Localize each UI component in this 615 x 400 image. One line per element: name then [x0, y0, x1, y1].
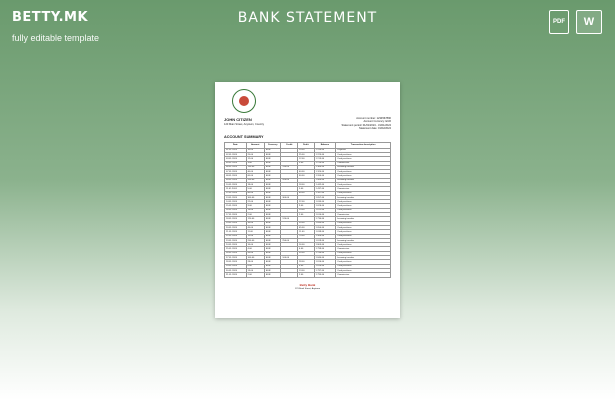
table-header-cell: Currency	[264, 142, 281, 148]
table-cell: 27.01.2024	[225, 256, 247, 260]
table-cell: EUR	[264, 221, 281, 225]
table-cell: 6.00	[298, 264, 315, 268]
table-cell: Card purchase	[336, 221, 391, 225]
table-cell: 30.01.2024	[225, 268, 247, 272]
table-cell: 12.00	[298, 157, 315, 161]
table-cell: 1 610.00	[314, 213, 336, 217]
table-row	[225, 273, 391, 277]
table-cell: 1 320.00	[314, 170, 336, 174]
table-cell: 24.01.2024	[225, 243, 247, 247]
table-cell: 2.00	[298, 213, 315, 217]
table-cell: 05.01.2024	[225, 161, 247, 165]
table-cell: EUR	[264, 264, 281, 268]
table-cell: 14.00	[246, 208, 264, 212]
table-cell: Card purchase	[336, 174, 391, 178]
table-cell: 2.00	[246, 273, 264, 277]
table-cell: EUR	[264, 217, 281, 221]
table-cell: 25.01.2024	[225, 247, 247, 251]
table-cell: 250.00	[246, 238, 264, 242]
table-cell: 5.00	[298, 187, 315, 191]
table-cell: 16.01.2024	[225, 208, 247, 212]
table-cell: 120.00	[246, 217, 264, 221]
table-cell: 14.00	[298, 208, 315, 212]
table-cell: 1 612.00	[314, 208, 336, 212]
table-cell: Incoming transfer	[336, 195, 391, 199]
table-cell: 150.00	[281, 165, 298, 169]
table-cell: EUR	[264, 208, 281, 212]
table-cell: Card purchase	[336, 191, 391, 195]
table-header-cell: Amount	[246, 142, 264, 148]
table-cell: 1 795.00	[314, 273, 336, 277]
table-cell: 1 213.00	[314, 157, 336, 161]
bank-seal-icon	[232, 89, 256, 113]
table-cell: EUR	[264, 165, 281, 169]
table-cell: 31.01.2024	[225, 273, 247, 277]
table-cell: EUR	[264, 191, 281, 195]
table-cell: 13.00	[298, 268, 315, 272]
table-cell: 21.01.2024	[225, 230, 247, 234]
table-cell: 1 460.00	[314, 178, 336, 182]
summary-title: ACCOUNT SUMMARY	[224, 134, 264, 139]
transactions-table	[224, 142, 391, 278]
table-cell: EUR	[264, 148, 281, 152]
table-cell: Commission	[336, 213, 391, 217]
table-cell: Card purchase	[336, 157, 391, 161]
table-cell: 18.00	[246, 183, 264, 187]
meta-line: Account number: 1234567890	[356, 117, 391, 120]
table-cell: EUR	[264, 234, 281, 238]
table-cell: Card purchase	[336, 251, 391, 255]
table-cell: EUR	[264, 200, 281, 204]
meta-line: Statement period: 01/01/2024 - 31/01/2024	[341, 123, 391, 127]
table-cell: 22.00	[246, 200, 264, 204]
table-cell: 1 650.00	[314, 225, 336, 229]
table-cell: Card purchase	[336, 225, 391, 229]
table-cell: 1 569.00	[314, 234, 336, 238]
table-cell: EUR	[264, 174, 281, 178]
table-cell: Card purchase	[336, 208, 391, 212]
table-cell: 5.00	[246, 187, 264, 191]
table-cell: 08.01.2024	[225, 174, 247, 178]
table-cell: EUR	[264, 273, 281, 277]
table-cell: 11.01.2024	[225, 187, 247, 191]
table-cell: 4.00	[298, 247, 315, 251]
table-cell: 1 437.00	[314, 187, 336, 191]
table-cell: 25.00	[246, 152, 264, 156]
table-cell: 09.01.2024	[225, 178, 247, 182]
table-cell: 22.00	[298, 200, 315, 204]
table-cell: 70.00	[246, 234, 264, 238]
table-cell: Commission	[336, 273, 391, 277]
table-cell: 23.01.2024	[225, 238, 247, 242]
table-cell: EUR	[264, 213, 281, 217]
table-cell: Card purchase	[336, 152, 391, 156]
table-cell: EUR	[264, 195, 281, 199]
table-cell: 9.00	[246, 204, 264, 208]
table-cell: EUR	[264, 230, 281, 234]
table-cell: 2.00	[298, 273, 315, 277]
table-cell: Card purchase	[336, 200, 391, 204]
table-cell: EUR	[264, 152, 281, 156]
table-cell: Card purchase	[336, 268, 391, 272]
table-cell: 1 225.00	[314, 152, 336, 156]
statement-footer	[224, 283, 391, 290]
table-cell: 26.01.2024	[225, 251, 247, 255]
table-cell: 01.01.2024	[225, 148, 247, 152]
customer-address: 123 Main Street, Anytown, Country	[224, 123, 265, 126]
table-cell: 1 260.00	[314, 174, 336, 178]
table-cell: 10.00	[298, 148, 315, 152]
table-cell: EUR	[264, 183, 281, 187]
customer-name: JOHN CITIZEN	[224, 117, 252, 122]
table-cell: 80.00	[246, 191, 264, 195]
table-cell: 28.01.2024	[225, 260, 247, 264]
table-cell: 35.00	[246, 221, 264, 225]
table-cell: 13.01.2024	[225, 195, 247, 199]
table-cell: 45.00	[246, 225, 264, 229]
table-cell: 29.01.2024	[225, 264, 247, 268]
table-cell: 100.00	[281, 256, 298, 260]
table-cell: EUR	[264, 178, 281, 182]
table-cell: Incoming transfer	[336, 165, 391, 169]
table-cell: 13.00	[246, 268, 264, 272]
table-header-cell: Credit	[281, 142, 298, 148]
table-cell: 28.00	[246, 260, 264, 264]
table-cell: 10.00	[246, 148, 264, 152]
table-cell: Incoming transfer	[336, 256, 391, 260]
table-cell: 100.00	[246, 256, 264, 260]
table-cell: 6.00	[246, 264, 264, 268]
table-cell: 02.01.2024	[225, 152, 247, 156]
table-cell	[281, 273, 298, 277]
meta-line: Statement date: 01/02/2024	[358, 127, 391, 131]
table-cell: 12.01.2024	[225, 191, 247, 195]
table-cell: 9.00	[298, 204, 315, 208]
table-header-cell: Transaction description	[336, 142, 391, 148]
table-cell: 1 250.00	[314, 148, 336, 152]
table-cell: 1 730.00	[314, 217, 336, 221]
table-cell: 120.00	[281, 217, 298, 221]
table-cell: 1 210.00	[314, 161, 336, 165]
table-cell: 1 635.00	[314, 200, 336, 204]
word-file-icon[interactable]: W	[576, 10, 602, 34]
table-cell: EUR	[264, 268, 281, 272]
table-cell: Commission	[336, 161, 391, 165]
table-cell: 35.00	[298, 221, 315, 225]
table-header-cell: Debit	[298, 142, 315, 148]
table-cell: 55.00	[298, 251, 315, 255]
table-cell: Card purchase	[336, 230, 391, 234]
table-cell: EUR	[264, 243, 281, 247]
table-cell: Commission	[336, 247, 391, 251]
table-cell: 1 816.00	[314, 260, 336, 264]
table-cell: 1 357.00	[314, 191, 336, 195]
table-cell: 11.00	[246, 230, 264, 234]
table-cell: 19.01.2024	[225, 221, 247, 225]
table-cell: 03.01.2024	[225, 157, 247, 161]
table-cell: Card purchase	[336, 243, 391, 247]
table-cell: EUR	[264, 157, 281, 161]
table-cell: 2.00	[246, 213, 264, 217]
table-cell: 3.00	[246, 161, 264, 165]
table-cell: 70.00	[298, 234, 315, 238]
table-cell: 11.00	[298, 230, 315, 234]
table-header-cell: Balance	[314, 142, 336, 148]
table-cell: Incoming transfer	[336, 217, 391, 221]
table-cell: 300.00	[281, 195, 298, 199]
table-cell: EUR	[264, 260, 281, 264]
table-cell: 1 626.00	[314, 204, 336, 208]
table-cell: 4.00	[246, 247, 264, 251]
table-cell: 300.00	[246, 195, 264, 199]
table-cell: 16.00	[246, 243, 264, 247]
table-header-cell: Date	[225, 142, 247, 148]
table-cell: EUR	[264, 251, 281, 255]
table-cell: 1 803.00	[314, 243, 336, 247]
table-cell: 1 797.00	[314, 268, 336, 272]
table-cell: EUR	[264, 204, 281, 208]
table-cell: Card purchase	[336, 260, 391, 264]
table-cell: EUR	[264, 170, 281, 174]
table-cell: 17.01.2024	[225, 213, 247, 217]
customer-block	[224, 117, 264, 131]
table-cell: 07.01.2024	[225, 170, 247, 174]
table-cell: Card purchase	[336, 183, 391, 187]
table-cell: Payment	[336, 148, 391, 152]
table-cell: 18.00	[298, 183, 315, 187]
table-cell: 22.01.2024	[225, 234, 247, 238]
statement-meta	[342, 117, 391, 131]
table-cell: 1 744.00	[314, 251, 336, 255]
table-cell: 1 695.00	[314, 221, 336, 225]
table-cell: Commission	[336, 187, 391, 191]
pdf-file-icon[interactable]: PDF	[549, 10, 569, 34]
brand-tagline: fully editable template	[12, 33, 100, 43]
footer-address: 123 Bank Street, Anytown	[294, 287, 321, 290]
statement-preview[interactable]	[215, 82, 400, 318]
table-cell: 28.00	[298, 260, 315, 264]
table-cell: Incoming transfer	[336, 238, 391, 242]
table-cell: 200.00	[246, 178, 264, 182]
table-cell: 60.00	[246, 174, 264, 178]
table-cell: 60.00	[298, 174, 315, 178]
page-title: BANK STATEMENT	[237, 10, 378, 26]
table-cell: EUR	[264, 247, 281, 251]
table-cell: 1 844.00	[314, 256, 336, 260]
table-cell: 06.01.2024	[225, 165, 247, 169]
table-cell: EUR	[264, 256, 281, 260]
table-cell: 1 360.00	[314, 165, 336, 169]
table-cell: 250.00	[281, 238, 298, 242]
table-cell: Card purchase	[336, 204, 391, 208]
table-cell: 18.01.2024	[225, 217, 247, 221]
table-cell: 55.00	[246, 251, 264, 255]
table-cell: 1 639.00	[314, 230, 336, 234]
table-cell: 10.01.2024	[225, 183, 247, 187]
table-cell: 25.00	[298, 152, 315, 156]
table-cell: 45.00	[298, 225, 315, 229]
table-cell: 3.00	[298, 161, 315, 165]
table-cell: Card purchase	[336, 234, 391, 238]
table-cell: 16.00	[298, 243, 315, 247]
footer-bank-name: Betty Bank	[299, 282, 316, 287]
table-cell: 1 810.00	[314, 264, 336, 268]
table-cell: EUR	[264, 187, 281, 191]
table-cell: 40.00	[246, 170, 264, 174]
table-cell: 40.00	[298, 170, 315, 174]
table-cell: 1 819.00	[314, 238, 336, 242]
table-cell: 1 442.00	[314, 183, 336, 187]
table-cell: 12.00	[246, 157, 264, 161]
table-cell: EUR	[264, 238, 281, 242]
table-cell: 200.00	[281, 178, 298, 182]
table-cell: 150.00	[246, 165, 264, 169]
table-cell: 20.01.2024	[225, 225, 247, 229]
meta-line: Account Currency: EUR	[363, 120, 391, 124]
table-cell: Incoming transfer	[336, 178, 391, 182]
table-cell: EUR	[264, 161, 281, 165]
brand-logo[interactable]: BETTY.MK	[12, 10, 89, 25]
table-cell: 15.01.2024	[225, 204, 247, 208]
table-cell: Card purchase	[336, 170, 391, 174]
table-cell: 1 799.00	[314, 247, 336, 251]
table-cell: EUR	[264, 225, 281, 229]
table-cell: Card purchase	[336, 264, 391, 268]
table-cell: 14.01.2024	[225, 200, 247, 204]
table-cell: 80.00	[298, 191, 315, 195]
table-cell: 1 657.00	[314, 195, 336, 199]
